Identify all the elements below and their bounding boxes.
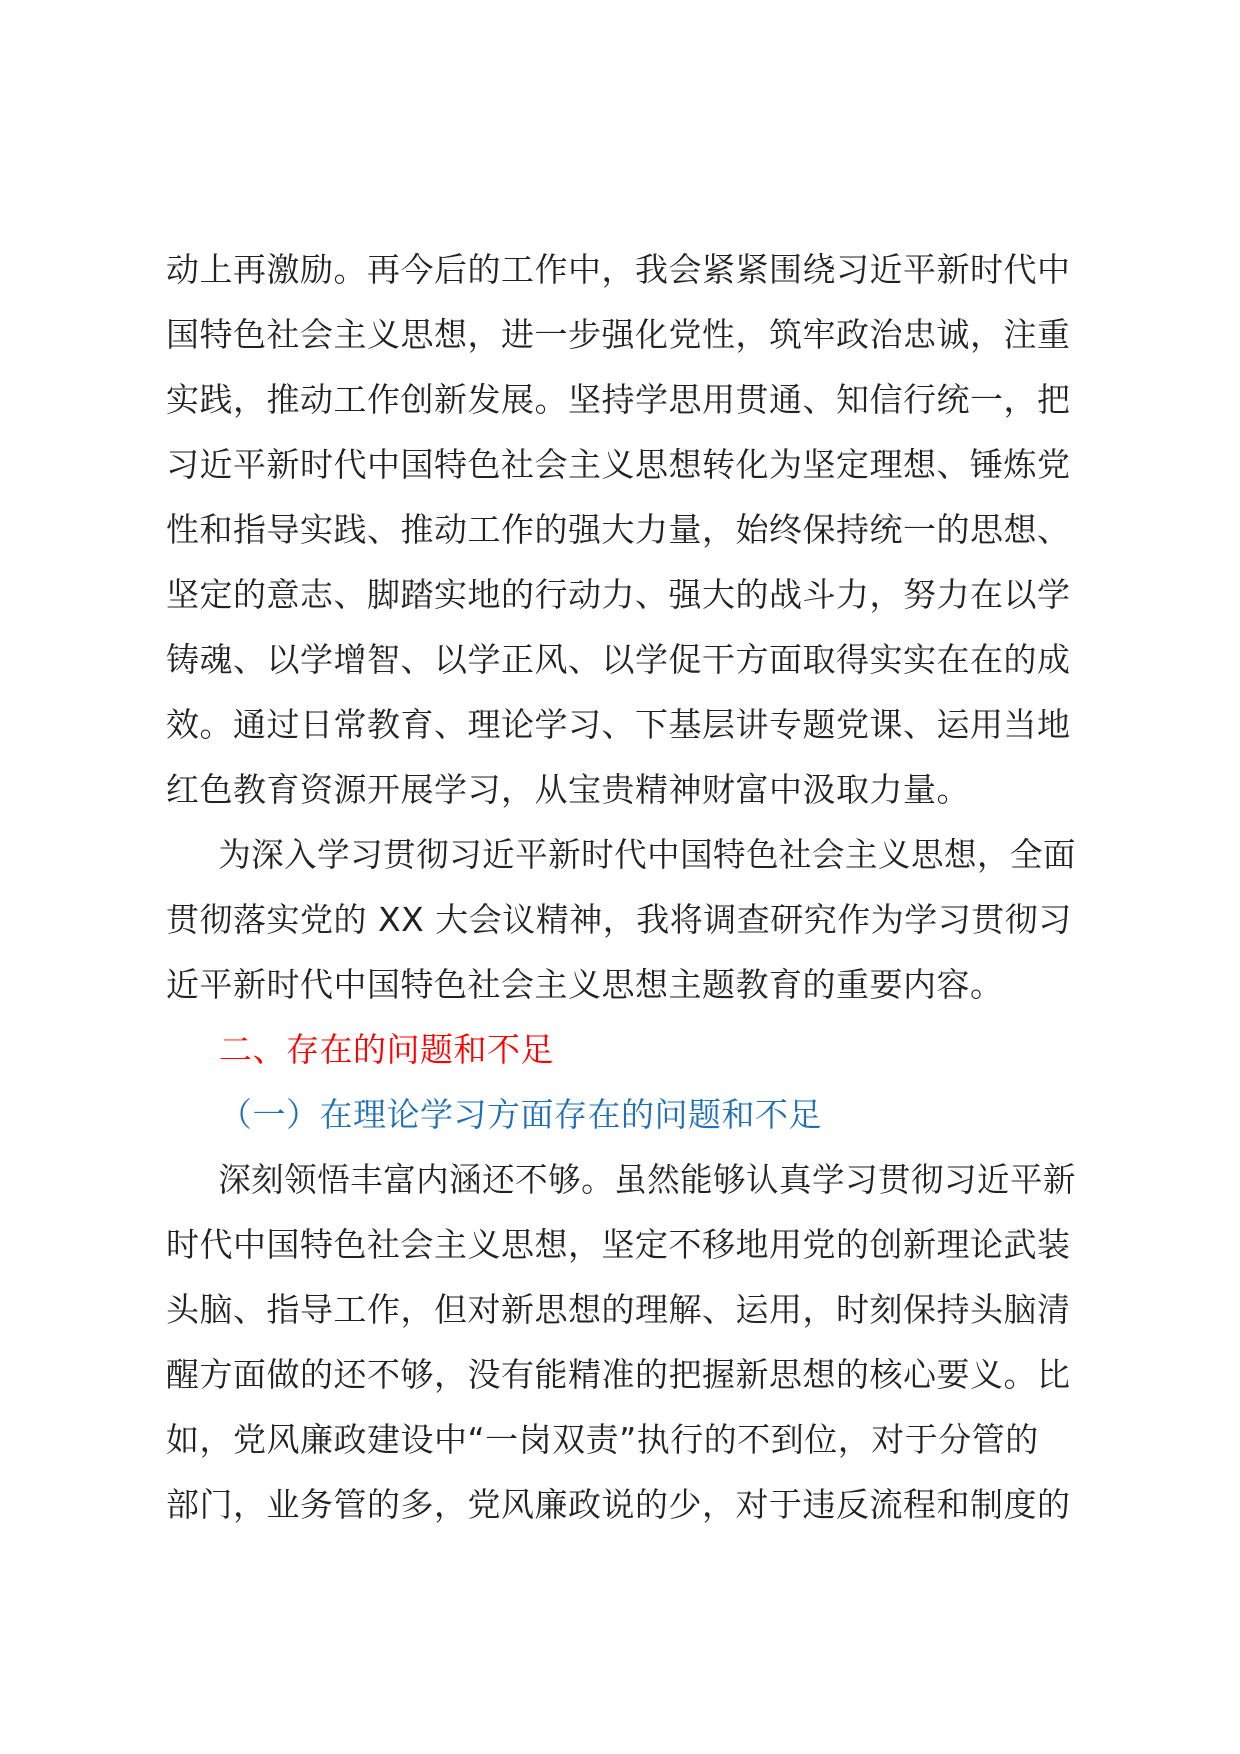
paragraph-line: 动上再激励。再今后的工作中，我会紧紧围绕习近平新时代中 — [166, 250, 1071, 289]
paragraph-line: 时代中国特色社会主义思想，坚定不移地用党的创新理论武装 — [166, 1225, 1071, 1264]
section-heading-problems: 二、存在的问题和不足 — [219, 1030, 554, 1069]
paragraph-line: 效。通过日常教育、理论学习、下基层讲专题党课、运用当地 — [166, 705, 1071, 744]
paragraph-line: 为深入学习贯彻习近平新时代中国特色社会主义思想，全面 — [218, 835, 1076, 874]
paragraph-line: 实践，推动工作创新发展。坚持学思用贯通、知信行统一，把 — [166, 380, 1071, 419]
paragraph-line: 坚定的意志、脚踏实地的行动力、强大的战斗力，努力在以学 — [166, 575, 1071, 614]
paragraph-theory-problems — [166, 1147, 1076, 1537]
paragraph-line: 贯彻落实党的 XX 大会议精神，我将调查研究作为学习贯彻习 — [166, 900, 1072, 939]
subsection-heading-theory-study: （一）在理论学习方面存在的问题和不足 — [219, 1095, 822, 1134]
paragraph-line: 铸魂、以学增智、以学正风、以学促干方面取得实实在在的成 — [166, 640, 1071, 679]
paragraph-continued — [166, 237, 1076, 822]
paragraph-line: 近平新时代中国特色社会主义思想主题教育的重要内容。 — [166, 965, 1004, 1004]
paragraph-line: 醒方面做的还不够，没有能精准的把握新思想的核心要义。比 — [166, 1355, 1071, 1394]
paragraph-line: 性和指导实践、推动工作的强大力量，始终保持统一的思想、 — [166, 510, 1071, 549]
paragraph-line: 红色教育资源开展学习，从宝贵精神财富中汲取力量。 — [166, 770, 970, 809]
paragraph-line: 深刻领悟丰富内涵还不够。虽然能够认真学习贯彻习近平新 — [218, 1160, 1076, 1199]
paragraph-line: 头脑、指导工作，但对新思想的理解、运用，时刻保持头脑清 — [166, 1290, 1071, 1329]
paragraph-line: 国特色社会主义思想，进一步强化党性，筑牢政治忠诚，注重 — [166, 315, 1071, 354]
paragraph-line: 如，党风廉政建设中“一岗双责”执行的不到位，对于分管的 — [166, 1420, 1039, 1459]
paragraph-line: 部门，业务管的多，党风廉政说的少，对于违反流程和制度的 — [166, 1485, 1071, 1524]
paragraph-research — [166, 822, 1076, 1017]
document-body — [166, 237, 1076, 1537]
paragraph-line: 习近平新时代中国特色社会主义思想转化为坚定理想、锤炼党 — [166, 445, 1071, 484]
